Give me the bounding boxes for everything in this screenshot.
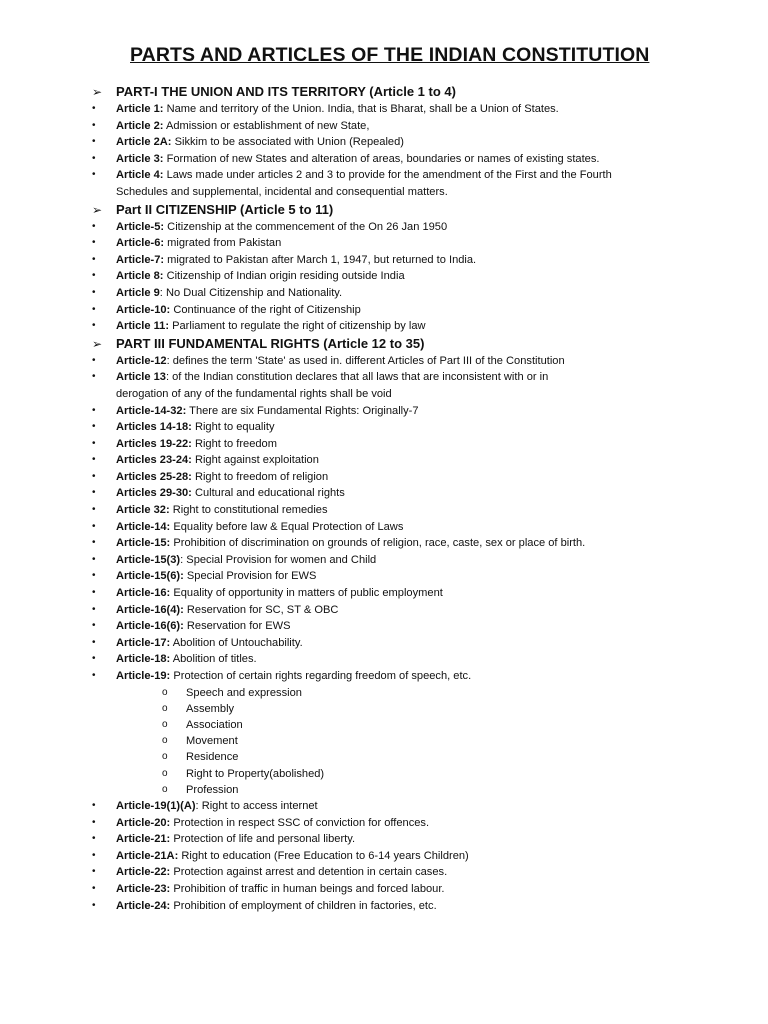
list-item: • Article 32: Right to constitutional remedies xyxy=(92,502,728,519)
arrow-bullet-icon: ➢ xyxy=(92,85,103,99)
list-item: • Article-20: Protection in respect SSC of conviction for offences. xyxy=(92,815,728,832)
bullet-icon: • xyxy=(92,487,96,499)
bullet-icon: • xyxy=(92,103,96,114)
bullet-icon: • xyxy=(92,620,96,632)
list-item: • Articles 25-28: Right to freedom of religion xyxy=(92,469,728,486)
list-item: • Article-21A: Right to education (Free Education to 6-14 years Children) xyxy=(92,848,728,865)
bullet-icon: • xyxy=(92,303,96,315)
sub-list-item: o Profession xyxy=(92,782,728,798)
list-item: • Articles 23-24: Right against exploitation xyxy=(92,452,728,469)
circle-bullet-icon: o xyxy=(162,719,168,730)
list-item: • Article 13: of the Indian constitution declares that all laws that are inconsistent with or in derogation of any of the fundamental rights shall be void xyxy=(92,371,549,400)
list-item: • Article 3: Formation of new States and alteration of areas, boundaries or names of existing states. xyxy=(92,151,728,168)
bullet-icon: • xyxy=(92,220,96,232)
page-title: PARTS AND ARTICLES OF THE INDIAN CONSTITUTION xyxy=(130,44,650,66)
list-item: • Article-12: defines the term 'State' as used in. different Articles of Part III of the Constitution xyxy=(92,353,728,370)
list-item: • Articles 19-22: Right to freedom xyxy=(92,436,728,453)
bullet-icon: • xyxy=(92,816,96,828)
list-item: • Articles 14-18: Right to equality xyxy=(92,419,728,436)
sub-list-item: o Movement xyxy=(92,733,728,749)
bullet-icon: • xyxy=(92,169,96,181)
part-heading: ➢ Part II CITIZENSHIP (Article 5 to 11) xyxy=(92,201,334,217)
circle-bullet-icon: o xyxy=(162,735,168,747)
bullet-icon: • xyxy=(92,570,96,582)
list-item: • Article-14: Equality before law & Equal Protection of Laws xyxy=(92,519,728,536)
bullet-icon: • xyxy=(92,849,96,861)
list-item: • Article-21: Protection of life and personal liberty. xyxy=(92,831,728,848)
bullet-icon: • xyxy=(92,882,96,894)
bullet-icon: • xyxy=(92,270,96,282)
list-item: • Article-10: Continuance of the right of Citizenship xyxy=(92,302,728,319)
list-item: • Article 4: Laws made under articles 2 and 3 to provide for the amendment of the First and the Fourth Schedules and supplemental, incidental and consequential matters. xyxy=(92,169,612,198)
list-item: • Article-14-32: There are six Fundamental Rights: Originally-7 xyxy=(92,403,728,420)
list-item: • Article-15(6): Special Provision for EWS xyxy=(92,568,728,585)
bullet-icon: • xyxy=(92,371,96,383)
list-item: • Article 2A: Sikkim to be associated with Union (Repealed) xyxy=(92,134,728,151)
list-item: • Article 2: Admission or establishment of new State, xyxy=(92,118,728,135)
bullet-icon: • xyxy=(92,603,96,615)
bullet-icon: • xyxy=(92,152,96,164)
arrow-bullet-icon: ➢ xyxy=(92,202,103,217)
bullet-icon: • xyxy=(92,833,96,845)
list-item: • Article-24: Prohibition of employment of children in factories, etc. xyxy=(92,898,728,915)
bullet-icon: • xyxy=(92,800,96,812)
bullet-icon: • xyxy=(92,421,96,433)
list-item: • Article-16: Equality of opportunity in matters of public employment xyxy=(92,585,728,602)
bullet-icon: • xyxy=(92,354,96,366)
circle-bullet-icon: o xyxy=(162,686,168,698)
bullet-icon: • xyxy=(92,520,96,532)
list-item: • Article-22: Protection against arrest and detention in certain cases. xyxy=(92,864,728,881)
list-item: • Article-17: Abolition of Untouchability. xyxy=(92,635,728,652)
sub-list-item: o Speech and expression xyxy=(92,685,728,701)
circle-bullet-icon: o xyxy=(162,751,168,763)
sub-list-item: o Association xyxy=(92,717,728,733)
list-item: • Article-5: Citizenship at the commencement of the On 26 Jan 1950 xyxy=(92,219,728,236)
bullet-icon: • xyxy=(92,119,96,131)
bullet-icon: • xyxy=(92,537,96,549)
bullet-icon: • xyxy=(92,899,96,911)
list-item: • Article-6: migrated from Pakistan xyxy=(92,235,728,252)
circle-bullet-icon: o xyxy=(162,783,168,795)
list-item: • Article-7: migrated to Pakistan after March 1, 1947, but returned to India. xyxy=(92,252,728,269)
bullet-icon: • xyxy=(92,454,96,466)
bullet-icon: • xyxy=(92,253,96,265)
sub-list-item: o Assembly xyxy=(92,701,728,717)
list-item: • Article-15(3): Special Provision for women and Child xyxy=(92,552,728,569)
bullet-icon: • xyxy=(92,437,96,449)
bullet-icon: • xyxy=(92,136,96,148)
list-item: • Article 11: Parliament to regulate the right of citizenship by law xyxy=(92,318,728,335)
list-item: • Article 9: No Dual Citizenship and Nationality. xyxy=(92,285,728,302)
list-item: • Articles 29-30: Cultural and educational rights xyxy=(92,485,728,502)
bullet-icon: • xyxy=(92,636,96,648)
bullet-icon: • xyxy=(92,404,96,416)
list-item: • Article-16(6): Reservation for EWS xyxy=(92,618,728,635)
circle-bullet-icon: o xyxy=(162,702,168,714)
part-heading: ➢ PART-I THE UNION AND ITS TERRITORY (Article 1 to 4) xyxy=(92,84,456,99)
sub-list-item: o Right to Property(abolished) xyxy=(92,766,728,782)
list-item: • Article-19: Protection of certain rights regarding freedom of speech, etc. xyxy=(92,668,728,685)
bullet-icon: • xyxy=(92,866,96,878)
list-item: • Article-15: Prohibition of discrimination on grounds of religion, race, caste, sex or place of birth. xyxy=(92,535,728,552)
circle-bullet-icon: o xyxy=(162,767,168,779)
sub-list-item: o Residence xyxy=(92,749,728,765)
list-item: • Article-19(1)(A): Right to access internet xyxy=(92,798,728,815)
bullet-icon: • xyxy=(92,237,96,249)
bullet-icon: • xyxy=(92,587,96,599)
list-item: • Article 1: Name and territory of the Union. India, that is Bharat, shall be a Union of States. xyxy=(92,101,728,118)
arrow-bullet-icon: ➢ xyxy=(92,336,103,351)
bullet-icon: • xyxy=(92,470,96,482)
bullet-icon: • xyxy=(92,553,96,565)
list-item: • Article 8: Citizenship of Indian origin residing outside India xyxy=(92,268,728,285)
list-item: • Article-16(4): Reservation for SC, ST & OBC xyxy=(92,602,728,619)
bullet-icon: • xyxy=(92,320,96,332)
part-heading: ➢ PART III FUNDAMENTAL RIGHTS (Article 12 to 35) xyxy=(92,335,425,351)
list-item: • Article-23: Prohibition of traffic in human beings and forced labour. xyxy=(92,881,728,898)
list-item: • Article-18: Abolition of titles. xyxy=(92,651,728,668)
bullet-icon: • xyxy=(92,670,96,681)
bullet-icon: • xyxy=(92,504,96,516)
bullet-icon: • xyxy=(92,653,96,665)
bullet-icon: • xyxy=(92,286,96,298)
